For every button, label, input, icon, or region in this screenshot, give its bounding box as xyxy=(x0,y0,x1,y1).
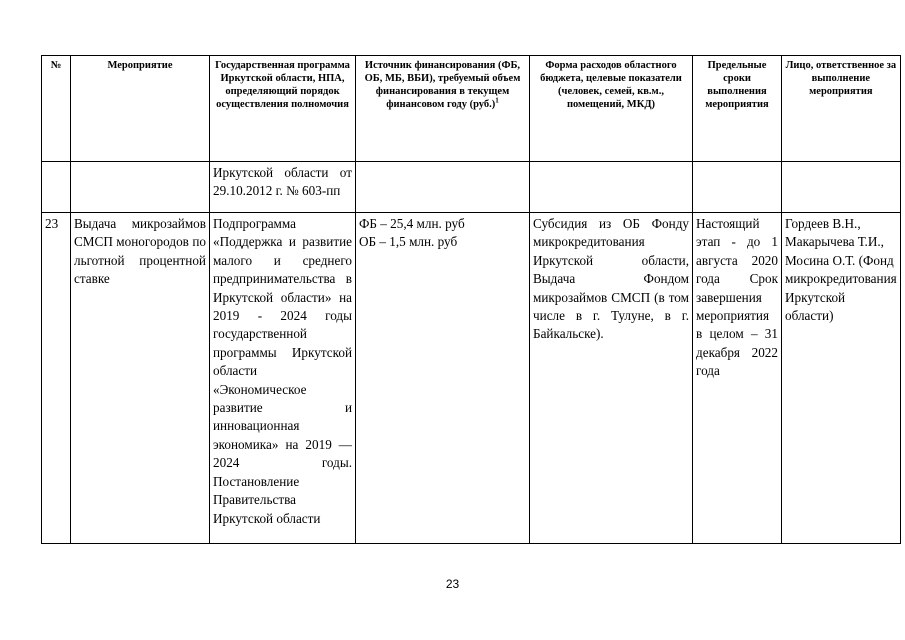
header-program: Государственная программа Иркутской области, НПА, определяющий порядок осуществления полномочия xyxy=(210,56,356,162)
header-responsible: Лицо, ответственное за выполнение мероприятия xyxy=(782,56,901,162)
cont-deadline-cell xyxy=(693,162,782,213)
funding-fb: ФБ – 25,4 млн. руб xyxy=(359,216,465,231)
funding-ob: ОБ – 1,5 млн. руб xyxy=(359,234,458,250)
header-funding-text: Источник финансирования (ФБ, ОБ, МБ, ВБИ), требуемый объем финансирования в текущем финансовом году (руб.) xyxy=(364,60,521,110)
cont-event-cell xyxy=(71,162,210,213)
row-form: Субсидия из ОБ Фонду микрокредитования Иркутской области, Выдача Фондом микрозаймов СМСП (в том числе в г. Тулуне, в г. Байкальске). xyxy=(530,213,693,544)
cont-program-cell: Иркутской области от 29.10.2012 г. № 603-пп xyxy=(210,162,356,213)
continuation-row xyxy=(42,162,901,213)
page-number: 23 xyxy=(445,577,460,591)
header-event: Мероприятие xyxy=(71,56,210,162)
header-form: Форма расходов областного бюджета, целевые показатели (человек, семей, кв.м., помещений, МКД) xyxy=(530,56,693,162)
header-funding xyxy=(356,56,530,162)
table-row xyxy=(42,213,901,544)
row-event: Выдача микрозаймов СМСП моногородов по льготной процентной ставке xyxy=(71,213,210,544)
row-funding xyxy=(356,213,530,544)
cont-funding-cell xyxy=(356,162,530,213)
measures-table xyxy=(41,55,901,544)
cont-num-cell xyxy=(42,162,71,213)
row-program: Подпрограмма «Поддержка и развитие малого и среднего предпринимательства в Иркутской области» на 2019 - 2024 годы государственной программы Иркутской области «Экономическое развитие и инновационная экономика» на 2019 — 2024 годы. Постановление Правительства Иркутской области xyxy=(210,213,356,544)
header-deadline: Предельные сроки выполнения мероприятия xyxy=(693,56,782,162)
row-responsible: Гордеев В.Н., Макарычева Т.И., Мосина О.Т. (Фонд микрокредитования Иркутской области) xyxy=(782,213,901,544)
header-row xyxy=(42,56,901,162)
cont-responsible-cell xyxy=(782,162,901,213)
row-num: 23 xyxy=(42,213,71,544)
footnote-marker: 1 xyxy=(495,96,499,105)
row-deadline: Настоящий этап - до 1 августа 2020 года Срок завершения мероприятия в целом – 31 декабря 2022 года xyxy=(693,213,782,544)
header-num: № xyxy=(42,56,71,162)
cont-form-cell xyxy=(530,162,693,213)
